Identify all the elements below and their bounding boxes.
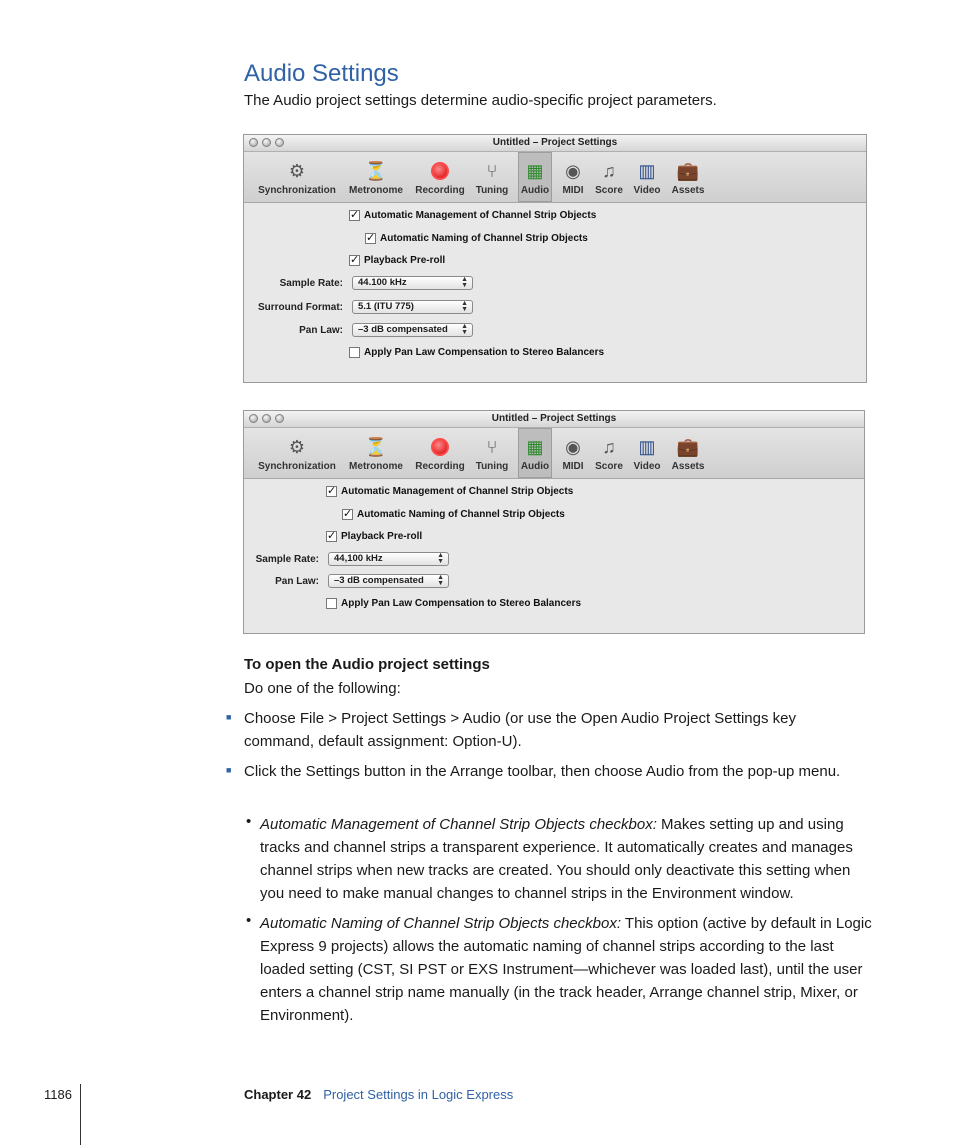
midi-connector-icon: ◉	[565, 437, 581, 457]
gears-icon: ⚙	[288, 161, 306, 181]
square-bullet-icon: ■	[226, 765, 232, 775]
tab-audio[interactable]: ▦ Audio	[518, 428, 552, 478]
tab-synchronization[interactable]: ⚙ Synchronization	[258, 437, 336, 472]
record-icon	[431, 438, 449, 456]
tab-midi[interactable]: ◉ MIDI	[562, 161, 584, 196]
footer-chapter	[244, 1087, 513, 1102]
settings-toolbar	[244, 428, 864, 479]
checkbox-checked[interactable]: ✓	[343, 508, 353, 520]
chapter-label: Chapter 42	[244, 1087, 312, 1102]
metronome-icon: ⏳	[364, 437, 388, 457]
updown-arrows-icon: ▲ ▼	[437, 552, 444, 565]
auto-naming-checkbox-row[interactable]: ✓ Automatic Naming of Channel Strip Objects	[343, 508, 565, 520]
updown-arrows-icon: ▲ ▼	[461, 323, 468, 336]
auto-naming-checkbox-row[interactable]: ✓ Automatic Naming of Channel Strip Objects	[366, 232, 588, 244]
sub-bullet-auto-naming: Automatic Naming of Channel Strip Objects checkbox: This option (active by default in Logic Express 9 projects) allows the automatic naming of channel strips according to the last loaded setting (CST, SI PST or EXS Instrument—whichever was loaded last), until the user enters a channel strip name manually (in the track header, Arrange channel strip, Mixer, or Environment).	[260, 915, 872, 1024]
film-strip-icon: ▥	[638, 161, 656, 181]
updown-arrows-icon: ▲ ▼	[461, 300, 468, 313]
tab-audio[interactable]: ▦ Audio	[518, 152, 552, 202]
project-settings-window-2	[243, 410, 865, 634]
tab-score[interactable]: ♫ Score	[595, 437, 623, 472]
briefcase-icon: 💼	[676, 161, 700, 181]
midi-connector-icon: ◉	[565, 161, 581, 181]
tab-score[interactable]: ♫ Score	[595, 161, 623, 196]
checkbox-checked[interactable]: ✓	[327, 485, 337, 497]
sample-rate-label: Sample Rate:	[255, 554, 319, 565]
page-number: 1186	[44, 1087, 72, 1102]
briefcase-icon: 💼	[676, 437, 700, 457]
apply-pan-law-checkbox-row[interactable]: Apply Pan Law Compensation to Stereo Balancers	[349, 347, 604, 358]
tuning-fork-icon: ⑂	[486, 161, 498, 181]
checkbox-checked[interactable]: ✓	[366, 232, 376, 244]
tab-recording[interactable]: Recording	[412, 152, 468, 202]
checkbox-unchecked[interactable]	[326, 598, 337, 609]
task-intro: Do one of the following:	[244, 680, 401, 697]
sample-rate-label: Sample Rate:	[279, 278, 343, 289]
score-notes-icon: ♫	[602, 161, 616, 181]
pan-law-popup[interactable]: –3 dB compensated ▲ ▼	[328, 574, 449, 588]
window-titlebar	[244, 135, 866, 152]
tab-synchronization[interactable]: ⚙ Synchronization	[258, 161, 336, 196]
sample-rate-popup[interactable]: 44,100 kHz ▲ ▼	[328, 552, 449, 566]
task-heading: To open the Audio project settings	[244, 656, 490, 673]
film-strip-icon: ▥	[638, 437, 656, 457]
project-settings-window-1	[243, 134, 867, 383]
tab-video[interactable]: ▥ Video	[633, 161, 661, 196]
record-icon	[431, 162, 449, 180]
surround-format-popup[interactable]: 5.1 (ITU 775) ▲ ▼	[352, 300, 473, 314]
checkbox-checked[interactable]: ✓	[350, 254, 360, 266]
window-title: Untitled – Project Settings	[492, 137, 618, 148]
tab-midi[interactable]: ◉ MIDI	[562, 437, 584, 472]
score-notes-icon: ♫	[602, 437, 616, 457]
tab-tuning[interactable]: ⑂ Tuning	[475, 161, 509, 196]
surround-format-label: Surround Format:	[258, 302, 343, 313]
tab-recording[interactable]: Recording	[412, 428, 468, 478]
intro-text: The Audio project settings determine audio-specific project parameters.	[244, 92, 717, 109]
auto-management-checkbox-row[interactable]: ✓ Automatic Management of Channel Strip Objects	[350, 209, 597, 221]
tab-tuning[interactable]: ⑂ Tuning	[475, 437, 509, 472]
checkbox-checked[interactable]: ✓	[350, 209, 360, 221]
audio-waveform-icon: ▦	[526, 161, 544, 181]
auto-management-checkbox-row[interactable]: ✓ Automatic Management of Channel Strip Objects	[327, 485, 574, 497]
window-title: Untitled – Project Settings	[491, 413, 617, 424]
checkbox-unchecked[interactable]	[349, 347, 360, 358]
tab-video[interactable]: ▥ Video	[633, 437, 661, 472]
footer-divider	[80, 1084, 81, 1145]
checkbox-checked[interactable]: ✓	[327, 530, 337, 542]
window-titlebar	[244, 411, 864, 428]
tuning-fork-icon: ⑂	[486, 437, 498, 457]
square-bullet-icon: ■	[226, 712, 232, 722]
tab-metronome[interactable]: ⏳ Metronome	[349, 161, 403, 196]
gears-icon: ⚙	[288, 437, 306, 457]
tab-metronome[interactable]: ⏳ Metronome	[349, 437, 403, 472]
preroll-checkbox-row[interactable]: ✓ Playback Pre-roll	[327, 530, 423, 542]
bullet-settings-button: Click the Settings button in the Arrange toolbar, then choose Audio from the pop-up menu.	[244, 763, 841, 780]
bullet-choose-file: Choose File > Project Settings > Audio (or use the Open Audio Project Settings key command, default assignment: Option-U).	[244, 710, 796, 750]
preroll-checkbox-row[interactable]: ✓ Playback Pre-roll	[350, 254, 446, 266]
chapter-title-link[interactable]: Project Settings in Logic Express	[323, 1087, 514, 1102]
updown-arrows-icon: ▲ ▼	[437, 574, 444, 587]
section-title: Audio Settings	[244, 60, 399, 87]
sample-rate-popup[interactable]: 44.100 kHz ▲ ▼	[352, 276, 473, 290]
pan-law-label: Pan Law:	[299, 325, 343, 336]
apply-pan-law-checkbox-row[interactable]: Apply Pan Law Compensation to Stereo Balancers	[326, 598, 581, 609]
sub-bullet-dot: •	[246, 912, 252, 929]
pan-law-popup[interactable]: –3 dB compensated ▲ ▼	[352, 323, 473, 337]
pan-law-label: Pan Law:	[275, 576, 319, 587]
updown-arrows-icon: ▲ ▼	[461, 276, 468, 289]
settings-toolbar	[244, 152, 866, 203]
tab-assets[interactable]: 💼 Assets	[671, 437, 705, 472]
sub-bullet-dot: •	[246, 813, 252, 830]
metronome-icon: ⏳	[364, 161, 388, 181]
sub-bullet-auto-management: Automatic Management of Channel Strip Objects checkbox: Makes setting up and using tracks and channel strips a transparent experience. It automatically creates and manages channel strips when new tracks are created. You should only deactivate this setting when you need to make manual changes to channel strips in the Environment window.	[260, 816, 853, 902]
tab-assets[interactable]: 💼 Assets	[671, 161, 705, 196]
audio-waveform-icon: ▦	[526, 437, 544, 457]
